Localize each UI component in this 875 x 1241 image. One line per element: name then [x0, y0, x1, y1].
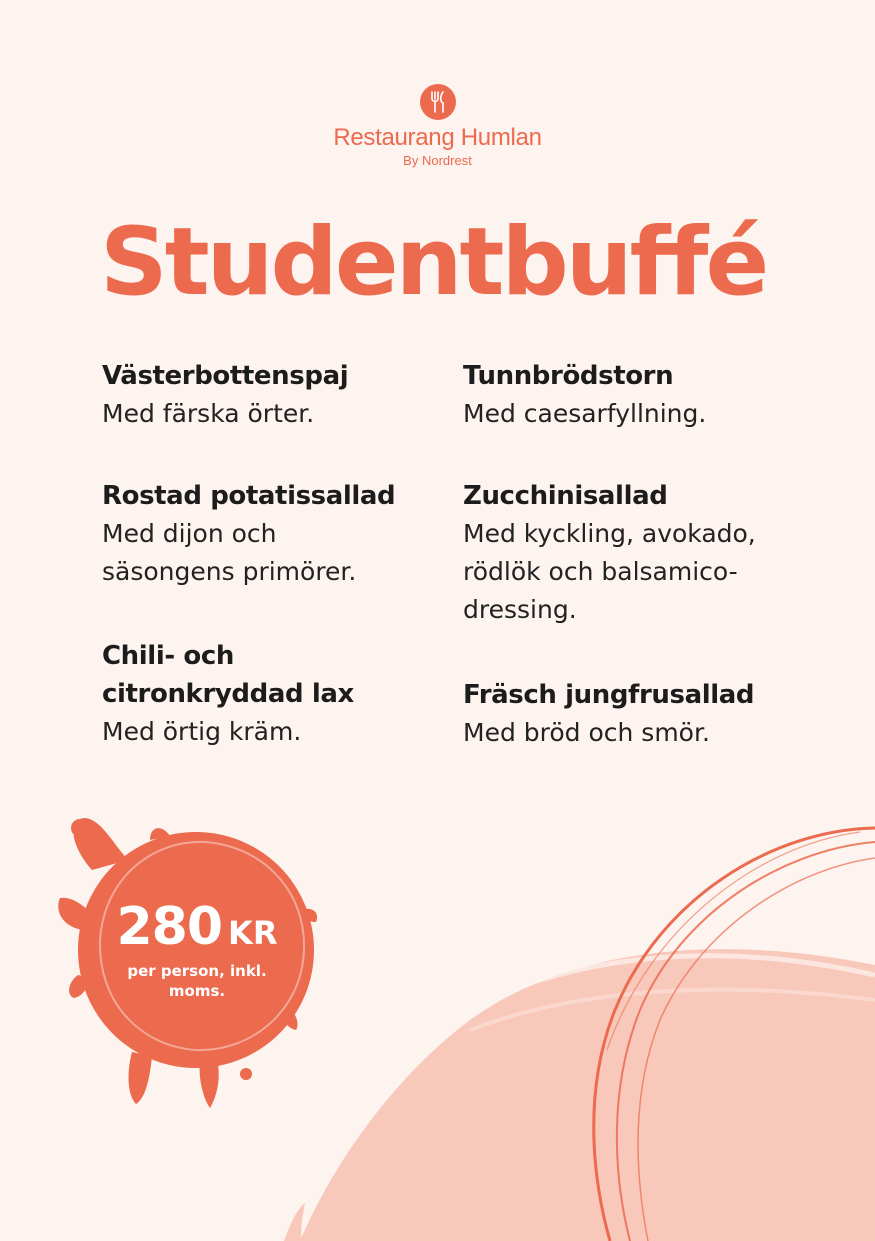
menu-item [102, 637, 462, 751]
brand-name: Restaurang Humlan [333, 124, 542, 151]
menu-item-name: Västerbottenspaj [102, 361, 349, 391]
menu-item-description: Med dijon och säsongens primörer. [102, 519, 357, 586]
menu-item-name: Rostad potatissallad [102, 481, 396, 511]
price-note: per person, inkl. moms. [127, 962, 267, 1000]
price-currency: KR [228, 914, 278, 952]
menu-item [463, 676, 823, 752]
price-line [92, 897, 302, 957]
menu-item-name: Tunnbrödstorn [463, 361, 674, 391]
menu-item-description: Med bröd och smör. [463, 718, 710, 747]
menu-item-description: Med örtig kräm. [102, 717, 302, 746]
menu-item [102, 477, 462, 591]
menu-item-name: Chili- och citronkryddad lax [102, 641, 354, 709]
menu-item [463, 477, 823, 629]
menu-item-name: Fräsch jungfrusallad [463, 680, 755, 710]
menu-item-description: Med färska örter. [102, 399, 315, 428]
price-badge [92, 897, 302, 1001]
menu-item-description: Med caesarfyllning. [463, 399, 707, 428]
menu-item [463, 357, 823, 433]
brand-logo [0, 84, 875, 168]
fork-knife-icon [420, 84, 456, 120]
menu-item-description: Med kyckling, avokado, rödlök och balsamico- dressing. [463, 519, 756, 624]
menu-item-name: Zucchinisallad [463, 481, 668, 511]
price-amount: 280 [116, 897, 223, 957]
pink-blob-flick [284, 1203, 305, 1241]
page-title: Studentbuffé [100, 208, 767, 317]
menu-item [102, 357, 462, 433]
brand-byline: By Nordrest [403, 153, 472, 168]
